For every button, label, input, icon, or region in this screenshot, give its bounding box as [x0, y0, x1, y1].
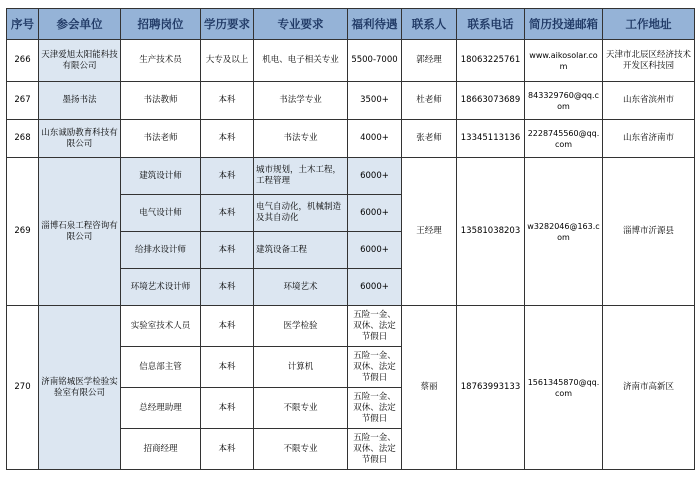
row-no: 269	[7, 158, 39, 306]
header-no: 序号	[7, 9, 39, 40]
salary: 6000+	[348, 195, 402, 232]
major: 机电、电子相关专业	[254, 40, 348, 82]
education: 本科	[201, 269, 254, 306]
major: 不限专业	[254, 429, 348, 470]
major: 书法学专业	[254, 82, 348, 120]
major: 城市规划，土木工程，工程管理	[254, 158, 348, 195]
company-name: 墨扬书法	[39, 82, 121, 120]
header-contact: 联系人	[402, 9, 457, 40]
address: 天津市北辰区经济技术开发区科技园	[603, 40, 695, 82]
address: 淄博市沂源县	[603, 158, 695, 306]
salary: 五险一金、双休、法定节假日	[348, 429, 402, 470]
header-address: 工作地址	[603, 9, 695, 40]
contact: 郭经理	[402, 40, 457, 82]
company-name: 天津爱旭太阳能科技有限公司	[39, 40, 121, 82]
education: 本科	[201, 429, 254, 470]
education: 本科	[201, 347, 254, 388]
salary: 五险一金、双休、法定节假日	[348, 306, 402, 347]
table-row	[7, 120, 695, 158]
row-no: 266	[7, 40, 39, 82]
header-email: 简历投递邮箱	[525, 9, 603, 40]
email: w3282046@163.com	[525, 158, 603, 306]
major: 建筑设备工程	[254, 232, 348, 269]
row-no: 267	[7, 82, 39, 120]
row-no: 268	[7, 120, 39, 158]
major: 医学检验	[254, 306, 348, 347]
salary: 4000+	[348, 120, 402, 158]
education: 本科	[201, 82, 254, 120]
phone: 18763993133	[457, 306, 525, 470]
major: 环境艺术	[254, 269, 348, 306]
education: 本科	[201, 195, 254, 232]
table-row	[7, 306, 695, 347]
salary: 3500+	[348, 82, 402, 120]
position: 电气设计师	[121, 195, 201, 232]
position: 信息部主管	[121, 347, 201, 388]
education: 本科	[201, 306, 254, 347]
table-row	[7, 40, 695, 82]
header-salary: 福利待遇	[348, 9, 402, 40]
salary: 五险一金、双休、法定节假日	[348, 347, 402, 388]
company-name: 淄博石泉工程咨询有限公司	[39, 158, 121, 306]
salary: 6000+	[348, 269, 402, 306]
position: 生产技术员	[121, 40, 201, 82]
address: 山东省济南市	[603, 120, 695, 158]
major: 电气自动化，机械制造及其自动化	[254, 195, 348, 232]
salary: 6000+	[348, 158, 402, 195]
email: www.aikosolar.com	[525, 40, 603, 82]
header-phone: 联系电话	[457, 9, 525, 40]
phone: 13345113136	[457, 120, 525, 158]
salary: 五险一金、双休、法定节假日	[348, 388, 402, 429]
header-education: 学历要求	[201, 9, 254, 40]
education: 本科	[201, 388, 254, 429]
contact: 王经理	[402, 158, 457, 306]
header-major: 专业要求	[254, 9, 348, 40]
position: 环境艺术设计师	[121, 269, 201, 306]
phone: 18063225761	[457, 40, 525, 82]
salary: 5500-7000	[348, 40, 402, 82]
education: 本科	[201, 158, 254, 195]
address: 山东省滨州市	[603, 82, 695, 120]
company-name: 山东诚励教育科技有限公司	[39, 120, 121, 158]
company-name: 济南铭城医学检验实验室有限公司	[39, 306, 121, 470]
salary: 6000+	[348, 232, 402, 269]
major: 计算机	[254, 347, 348, 388]
recruitment-table	[6, 8, 695, 470]
row-no: 270	[7, 306, 39, 470]
major: 书法专业	[254, 120, 348, 158]
position: 总经理助理	[121, 388, 201, 429]
table-row	[7, 82, 695, 120]
header-position: 招聘岗位	[121, 9, 201, 40]
position: 建筑设计师	[121, 158, 201, 195]
table-row	[7, 158, 695, 195]
contact: 蔡丽	[402, 306, 457, 470]
position: 招商经理	[121, 429, 201, 470]
email: 843329760@qq.com	[525, 82, 603, 120]
education: 本科	[201, 232, 254, 269]
header-company: 参会单位	[39, 9, 121, 40]
position: 书法老师	[121, 120, 201, 158]
contact: 张老师	[402, 120, 457, 158]
phone: 13581038203	[457, 158, 525, 306]
position: 给排水设计师	[121, 232, 201, 269]
phone: 18663073689	[457, 82, 525, 120]
email: 2228745560@qq.com	[525, 120, 603, 158]
education: 本科	[201, 120, 254, 158]
recruitment-sheet	[6, 8, 694, 470]
position: 书法教师	[121, 82, 201, 120]
position: 实验室技术人员	[121, 306, 201, 347]
email: 1561345870@qq.com	[525, 306, 603, 470]
address: 济南市高新区	[603, 306, 695, 470]
education: 大专及以上	[201, 40, 254, 82]
header-row	[7, 9, 695, 40]
major: 不限专业	[254, 388, 348, 429]
contact: 杜老师	[402, 82, 457, 120]
